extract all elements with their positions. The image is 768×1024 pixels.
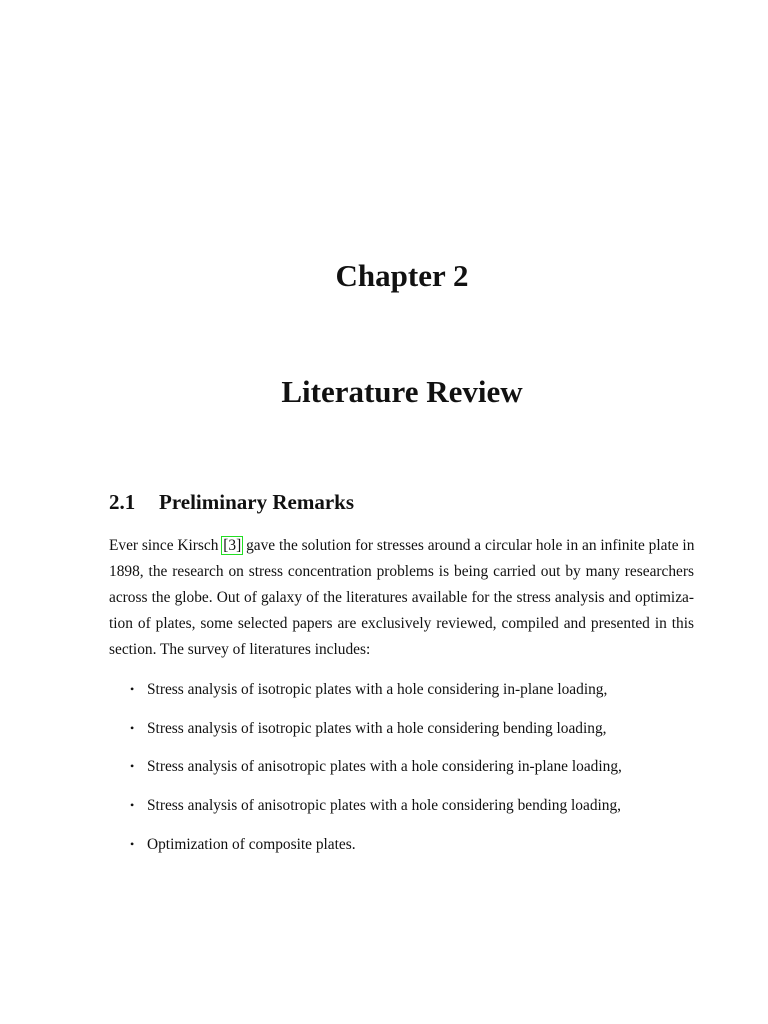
paragraph-line-1 <box>109 533 694 559</box>
list-item-text: Stress analysis of anisotropic plates with a hole considering in-plane loading, <box>147 758 622 776</box>
literature-survey-list <box>130 676 710 869</box>
list-item-text: Stress analysis of isotropic plates with a hole considering bending loading, <box>147 719 607 737</box>
list-item <box>130 792 710 831</box>
chapter-number: Chapter 2 <box>335 258 469 293</box>
list-item <box>130 676 710 715</box>
section-number: 2.1 <box>109 490 136 514</box>
paragraph-line-2: 1898, the research on stress concentration problems is being carried out by many researchers <box>109 563 694 580</box>
bullet-icon: • <box>130 836 135 851</box>
bullet-icon: • <box>130 720 135 735</box>
paragraph-line-4: tion of plates, some selected papers are exclusively reviewed, compiled and presented in this <box>109 615 694 632</box>
bullet-icon: • <box>130 759 135 774</box>
paragraph-line-3: across the globe. Out of galaxy of the literatures available for the stress analysis and optimiza- <box>109 589 694 606</box>
bullet-icon: • <box>130 682 135 696</box>
list-item-text: Optimization of composite plates. <box>147 835 356 853</box>
list-item <box>130 715 710 754</box>
section-heading <box>109 487 354 517</box>
paragraph-line-1-end: gave the solution for stresses around a circular hole in an infinite plate in <box>242 537 695 554</box>
list-item <box>130 753 710 792</box>
intro-paragraph <box>109 533 694 663</box>
citation-link[interactable]: [3] <box>223 537 242 554</box>
bullet-icon: • <box>130 798 135 813</box>
section-title: Preliminary Remarks <box>159 490 354 514</box>
list-item <box>130 831 710 870</box>
list-item-text: Stress analysis of isotropic plates with a hole considering in-plane loading, <box>147 681 608 698</box>
paragraph-line-1-start: Ever since Kirsch <box>109 537 223 554</box>
paragraph-line-5: section. The survey of literatures includes: <box>109 641 371 658</box>
chapter-title: Literature Review <box>281 374 523 409</box>
list-item-text: Stress analysis of anisotropic plates with a hole considering bending loading, <box>147 797 622 815</box>
